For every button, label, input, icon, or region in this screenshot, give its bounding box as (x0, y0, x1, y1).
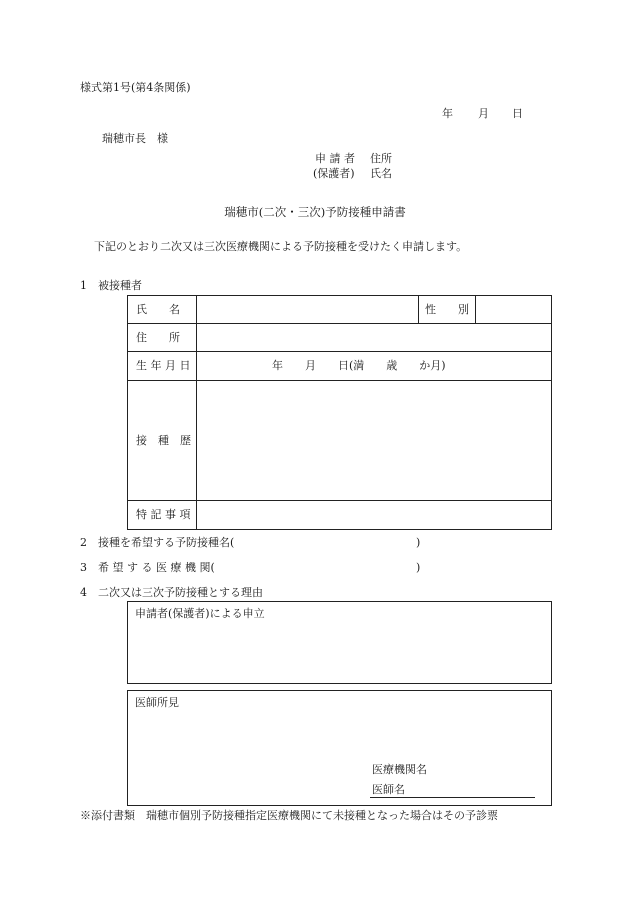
date-year-label: 年 (442, 107, 453, 120)
section1-heading: 1 被接種者 (80, 279, 142, 292)
applicant-name-label: 氏名 (370, 167, 392, 180)
applicant-guardian: (保護者) (313, 167, 355, 180)
special-notes-label: 特 記 事 項 (136, 508, 191, 521)
doctor-signature-line (370, 797, 535, 798)
recipient-table (127, 295, 552, 530)
name-label: 氏 名 (136, 303, 180, 316)
dob-value: 年 月 日(満 歳 か月) (272, 359, 446, 372)
section2-text: 2 接種を希望する予防接種名( (80, 536, 235, 549)
doctor-name-label: 医師名 (372, 783, 405, 796)
attachment-footnote: ※添付書類 瑞穂市個別予防接種指定医療機関にて未接種となった場合はその予診票 (80, 809, 498, 822)
section3-close: ) (416, 561, 421, 574)
vaccination-history-label: 接 種 歴 (136, 434, 191, 447)
section4-heading: 4 二次又は三次予防接種とする理由 (80, 586, 263, 599)
date-day-label: 日 (512, 107, 523, 120)
applicant-role: 申 請 者 (315, 152, 355, 165)
doctor-findings-box (127, 690, 552, 806)
gender-label: 性 別 (425, 303, 469, 316)
date-month-label: 月 (478, 107, 489, 120)
applicant-address-label: 住所 (370, 152, 392, 165)
form-number: 様式第1号(第4条関係) (80, 81, 191, 94)
dob-label: 生 年 月 日 (136, 359, 191, 372)
section2-close: ) (416, 536, 421, 549)
document-title: 瑞穂市(二次・三次)予防接種申請書 (224, 205, 406, 219)
institution-name-label: 医療機関名 (372, 763, 427, 776)
applicant-statement-label: 申請者(保護者)による申立 (135, 607, 265, 620)
address-label: 住 所 (136, 331, 180, 344)
section3-text: 3 希 望 す る 医 療 機 関( (80, 561, 215, 574)
addressee: 瑞穂市長 様 (102, 132, 168, 145)
doctor-findings-label: 医師所見 (135, 696, 179, 709)
intro-text: 下記のとおり二次又は三次医療機関による予防接種を受けたく申請します。 (94, 240, 468, 253)
